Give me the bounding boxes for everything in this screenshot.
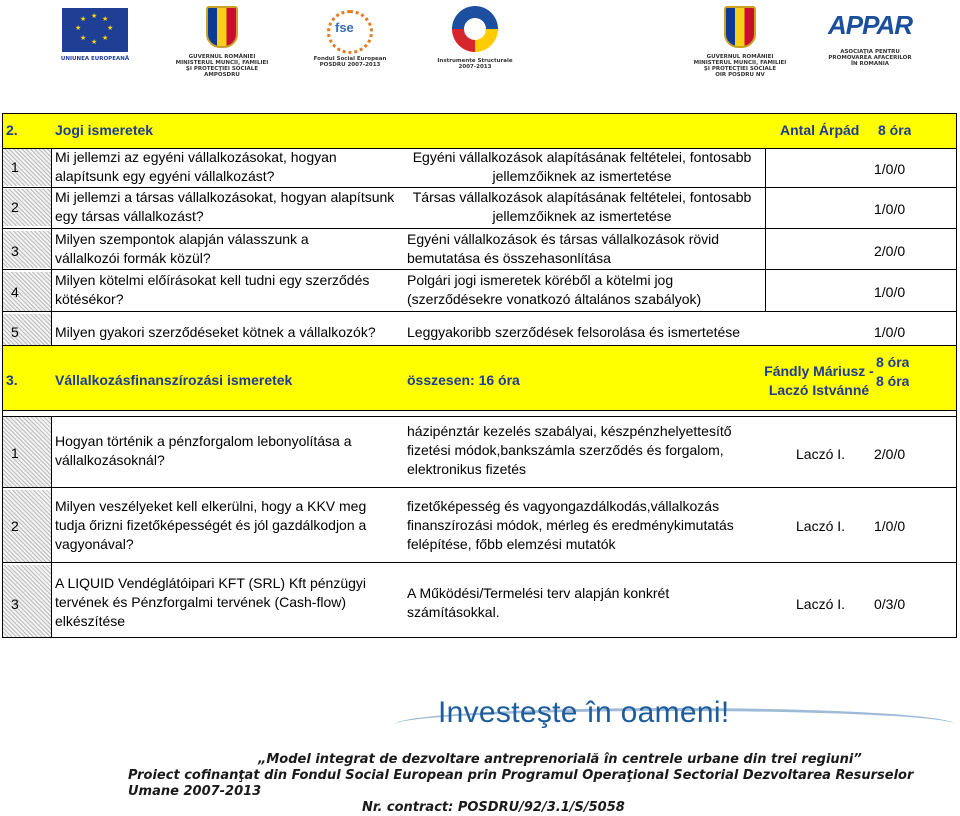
table-row — [2, 230, 957, 268]
row-content: fizetőképesség és vagyongazdálkodás,vállalkozás finanszírozási módok, mérleg és eredménykimutatás felépítése, főbb elemzési mutatók — [407, 498, 734, 552]
row-question: Milyen gyakori szerződéseket kötnek a vállalkozók? — [55, 324, 376, 340]
section-total: összesen: 16 óra — [407, 372, 520, 388]
row-hours: 2/0/0 — [874, 243, 906, 259]
section-3-header — [2, 345, 957, 410]
row-hours: 1/0/0 — [874, 201, 906, 217]
fse-icon: fse — [323, 8, 377, 50]
row-question: Mi jellemzi a társas vállalkozásokat, hogyan alapítsunk egy társas vállalkozást? — [55, 189, 395, 224]
row-number: 1 — [11, 159, 19, 175]
contract-number: Nr. contract: POSDRU/92/3.1/S/5058 — [362, 800, 625, 815]
section-number: 3. — [6, 372, 18, 388]
row-content: Egyéni vállalkozások alapításának feltételei, fontosabb jellemzőiknek az ismertetése — [412, 149, 752, 184]
project-cofinancing: Proiect cofinanţat din Fondul Social European prin Programul Operaţional Sectorial Dezvoltarea Resurselor Umane 2007-2013 — [128, 768, 914, 799]
row-question: Milyen szempontok alapján válasszunk a vállalkozói formák közül? — [55, 231, 309, 266]
table-row — [2, 564, 957, 637]
row-question: Milyen kötelmi előírásokat kell tudni egy szerződés kötésékor? — [55, 272, 370, 307]
eu-caption: UNIUNEA EUROPEANĂ — [60, 56, 130, 62]
row-trainer: Laczó I. — [796, 596, 846, 612]
row-number: 5 — [11, 324, 19, 340]
government-logo-oir — [690, 6, 790, 78]
table-row — [2, 188, 957, 226]
row-question: Hogyan történik a pénzforgalom lebonyolítása a vállalkozásoknál? — [55, 433, 352, 468]
row-content: Egyéni vállalkozások és társas vállalkozások rövid bemutatása és összehasonlítása — [407, 231, 720, 266]
fse-logo — [305, 8, 395, 68]
table-row — [2, 489, 957, 562]
coat-of-arms-icon — [724, 6, 756, 48]
project-title: „Model integrat de dezvoltare antreprenorială în centrele urbane din trei regiuni” — [258, 752, 862, 767]
appar-wordmark: APPAR — [827, 10, 913, 40]
row-number: 2 — [11, 199, 19, 215]
section-number: 2. — [6, 122, 18, 138]
government-caption-2: GUVERNUL ROMÂNIEI MINISTERUL MUNCII, FAMILIEI ŞI PROTECŢIEI SOCIALE OIR POSDRU NV — [693, 54, 787, 78]
eu-logo — [55, 8, 135, 62]
section-trainer: Antal Árpád — [780, 122, 860, 138]
row-question: A LIQUID Vendéglátóipari KFT (SRL) Kft pénzügyi tervének és Pénzforgalmi tervének (Cash-flow) elkészítése — [55, 575, 367, 629]
row-number: 2 — [11, 518, 19, 534]
row-question: Milyen veszélyeket kell elkerülni, hogy a KKV meg tudja őrizni fizetőképességét és jól gazdálkodjon a vagyonával? — [55, 498, 367, 552]
section-title: Vállalkozásfinanszírozási ismeretek — [55, 372, 293, 388]
row-content: Leggyakoribb szerződések felsorolása és ismertetése — [407, 324, 741, 340]
row-trainer: Laczó I. — [796, 446, 846, 462]
coat-of-arms-icon — [206, 6, 238, 48]
appar-logo — [815, 10, 925, 67]
row-hours: 1/0/0 — [874, 161, 906, 177]
row-number: 3 — [11, 596, 19, 612]
row-hours: 2/0/0 — [874, 446, 906, 462]
row-hours: 1/0/0 — [874, 518, 906, 534]
table-row — [2, 416, 957, 487]
appar-caption: ASOCIAŢIA PENTRU PROMOVAREA AFACERILOR ÎN ROMANIA — [828, 49, 912, 67]
section-hours: 8 óra — [878, 122, 912, 138]
row-hours: 1/0/0 — [874, 324, 906, 340]
eu-flag-icon: ★ ★ ★ ★ ★ ★ ★ ★ — [62, 8, 128, 52]
row-content: Társas vállalkozások alapításának feltételei, fontosabb jellemzőiknek az ismertetése — [412, 189, 752, 224]
structural-instruments-icon — [452, 6, 498, 52]
fse-caption: Fondul Social European POSDRU 2007-2013 — [313, 56, 387, 68]
government-logo-amposdru — [172, 6, 272, 78]
row-content: házipénztár kezelés szabályai, készpénzhelyettesítő fizetési módok,bankszámla szerződés és forgalom, elektronikus fizetés — [407, 423, 732, 477]
row-content: A Működési/Termelési terv alapján konkrét számításokkal. — [407, 585, 670, 620]
row-question: Mi jellemzi az egyéni vállalkozásokat, hogyan alapítsunk egy egyéni vállalkozást? — [55, 149, 337, 184]
row-hours: 1/0/0 — [874, 284, 906, 300]
row-number: 4 — [11, 284, 19, 300]
table-row — [2, 148, 957, 186]
table-row — [2, 271, 957, 311]
section-title: Jogi ismeretek — [55, 122, 154, 138]
row-trainer: Laczó I. — [796, 518, 846, 534]
section-trainer: Fándly Máriusz - Laczó Istvánné — [764, 363, 874, 398]
section-hours-1: 8 óra — [876, 354, 910, 370]
structural-instruments-logo — [430, 6, 520, 70]
structural-instruments-caption: Instrumente Structurale 2007-2013 — [437, 58, 513, 70]
slogan: Investeşte în oameni! — [438, 696, 730, 729]
row-number: 1 — [11, 445, 19, 461]
row-hours: 0/3/0 — [874, 596, 906, 612]
row-number: 3 — [11, 243, 19, 259]
section-hours-2: 8 óra — [876, 373, 910, 389]
row-content: Polgári jogi ismeretek köréből a kötelmi jog (szerződésekre vonatkozó általános szabályok) — [407, 272, 702, 307]
section-2-header — [2, 113, 957, 148]
project-footer — [128, 752, 958, 816]
government-caption-1: GUVERNUL ROMÂNIEI MINISTERUL MUNCII, FAMILIEI ŞI PROTECŢIEI SOCIALE AMPOSDRU — [175, 54, 269, 78]
